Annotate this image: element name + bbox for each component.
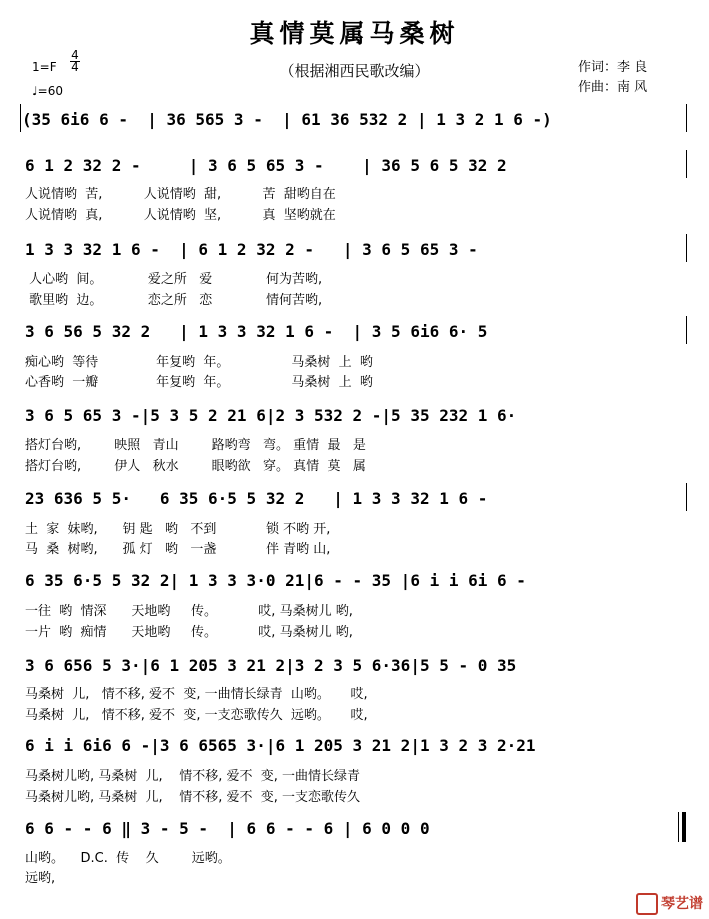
- notation-row-10: 6 6 - - 6 ‖ 3 - 5 - | 6 6 - - 6 | 6 0 0 0: [25, 819, 430, 838]
- time-bottom: 4: [71, 60, 79, 74]
- lyric-line-2: 马 桑 树哟, 孤 灯 哟 一盏 伴 青哟 山,: [25, 542, 331, 557]
- notation-row-3: 1 3 3 32 1 6 - | 6 1 2 32 2 - | 3 6 5 65 3 -: [25, 240, 478, 259]
- key-signature: 1=F: [32, 60, 57, 74]
- lyric-line-1: 人心哟 间。 爱之所 爱 何为苦哟,: [25, 272, 323, 287]
- final-barline-thick: [682, 812, 686, 842]
- lyric-line-2: 马桑树儿哟, 马桑树 儿, 情不移, 爱不 变, 一支恋歌传久: [25, 790, 360, 805]
- lyric-line-1: 人说情哟 苦, 人说情哟 甜, 苦 甜哟自在: [25, 187, 336, 202]
- notation-row-5: 3 6 5 65 3 -|5 3 5 2 21 6|2 3 532 2 -|5 35 232 1 6·: [25, 406, 517, 425]
- notation-row-8: 3 6 656 5 3·|6 1 205 3 21 2|3 2 3 5 6·36|5 5 - 0 35: [25, 656, 517, 675]
- barline: [686, 234, 687, 262]
- notation-row-7: 6 35 6·5 5 32 2| 1 3 3 3·0 21|6 - - 35 |6 i i 6i 6 -: [25, 571, 526, 590]
- lyric-line-2: 远哟,: [25, 871, 56, 886]
- lyric-line-1: 山哟。 D.C. 传 久 远哟。: [25, 851, 231, 866]
- barline: [686, 483, 687, 511]
- lyric-line-2: 一片 哟 痴情 天地哟 传。 哎, 马桑树儿 哟,: [25, 625, 353, 640]
- song-subtitle: （根据湘西民歌改编）: [279, 62, 430, 80]
- composer-credit: 作曲：南 风: [578, 80, 648, 95]
- notation-row-9: 6 i i 6i6 6 -|3 6 6565 3·|6 1 205 3 21 2|1 3 2 3 2·21: [25, 736, 536, 755]
- notation-row-4: 3 6 56 5 32 2 | 1 3 3 32 1 6 - | 3 5 6i6 6· 5: [25, 322, 488, 341]
- final-barline-thin: [678, 812, 679, 842]
- barline: [686, 104, 687, 132]
- lyric-line-1: 马桑树 儿, 情不移, 爱不 变, 一曲情长绿青 山哟。 哎,: [25, 687, 368, 702]
- site-logo: [636, 893, 703, 915]
- song-title: 真情莫属马桑树: [249, 19, 460, 48]
- logo-text: 琴艺谱: [661, 896, 703, 912]
- notation-row-6: 23 636 5 5· 6 35 6·5 5 32 2 | 1 3 3 32 1 6 -: [25, 489, 488, 508]
- logo-icon: [636, 893, 658, 915]
- lyric-line-1: 痴心哟 等待 年复哟 年。 马桑树 上 哟: [25, 355, 373, 370]
- time-top: 4: [71, 48, 79, 62]
- notation-row-1: (35 6i6 6 - | 36 565 3 - | 61 36 532 2 | 1 3 2 1 6 -): [22, 110, 552, 129]
- tempo-mark: ♩=60: [32, 84, 63, 98]
- notation-row-2: 6 1 2 32 2 - | 3 6 5 65 3 - | 36 5 6 5 32 2: [25, 156, 507, 175]
- lyric-line-2: 搭灯台哟, 伊人 秋水 眼哟欲 穿。 真情 莫 属: [25, 459, 366, 474]
- lyric-line-2: 人说情哟 真, 人说情哟 坚, 真 坚哟就在: [25, 208, 336, 223]
- lyric-line-2: 心香哟 一瓣 年复哟 年。 马桑树 上 哟: [25, 375, 373, 390]
- lyricist-credit: 作词：李 良: [578, 60, 648, 75]
- lyric-line-1: 马桑树儿哟, 马桑树 儿, 情不移, 爱不 变, 一曲情长绿青: [25, 769, 360, 784]
- lyric-line-1: 搭灯台哟, 映照 青山 路哟弯 弯。 重情 最 是: [25, 438, 366, 453]
- barline: [686, 316, 687, 344]
- lyric-line-2: 歌里哟 边。 恋之所 恋 情何苦哟,: [25, 293, 323, 308]
- time-signature: [70, 50, 80, 73]
- barline: [686, 150, 687, 178]
- lyric-line-2: 马桑树 儿, 情不移, 爱不 变, 一支恋歌传久 远哟。 哎,: [25, 708, 368, 723]
- barline: [20, 104, 21, 132]
- lyric-line-1: 土 家 妹哟, 钥 匙 哟 不到 锁 不哟 开,: [25, 522, 331, 537]
- lyric-line-1: 一往 哟 情深 天地哟 传。 哎, 马桑树儿 哟,: [25, 604, 353, 619]
